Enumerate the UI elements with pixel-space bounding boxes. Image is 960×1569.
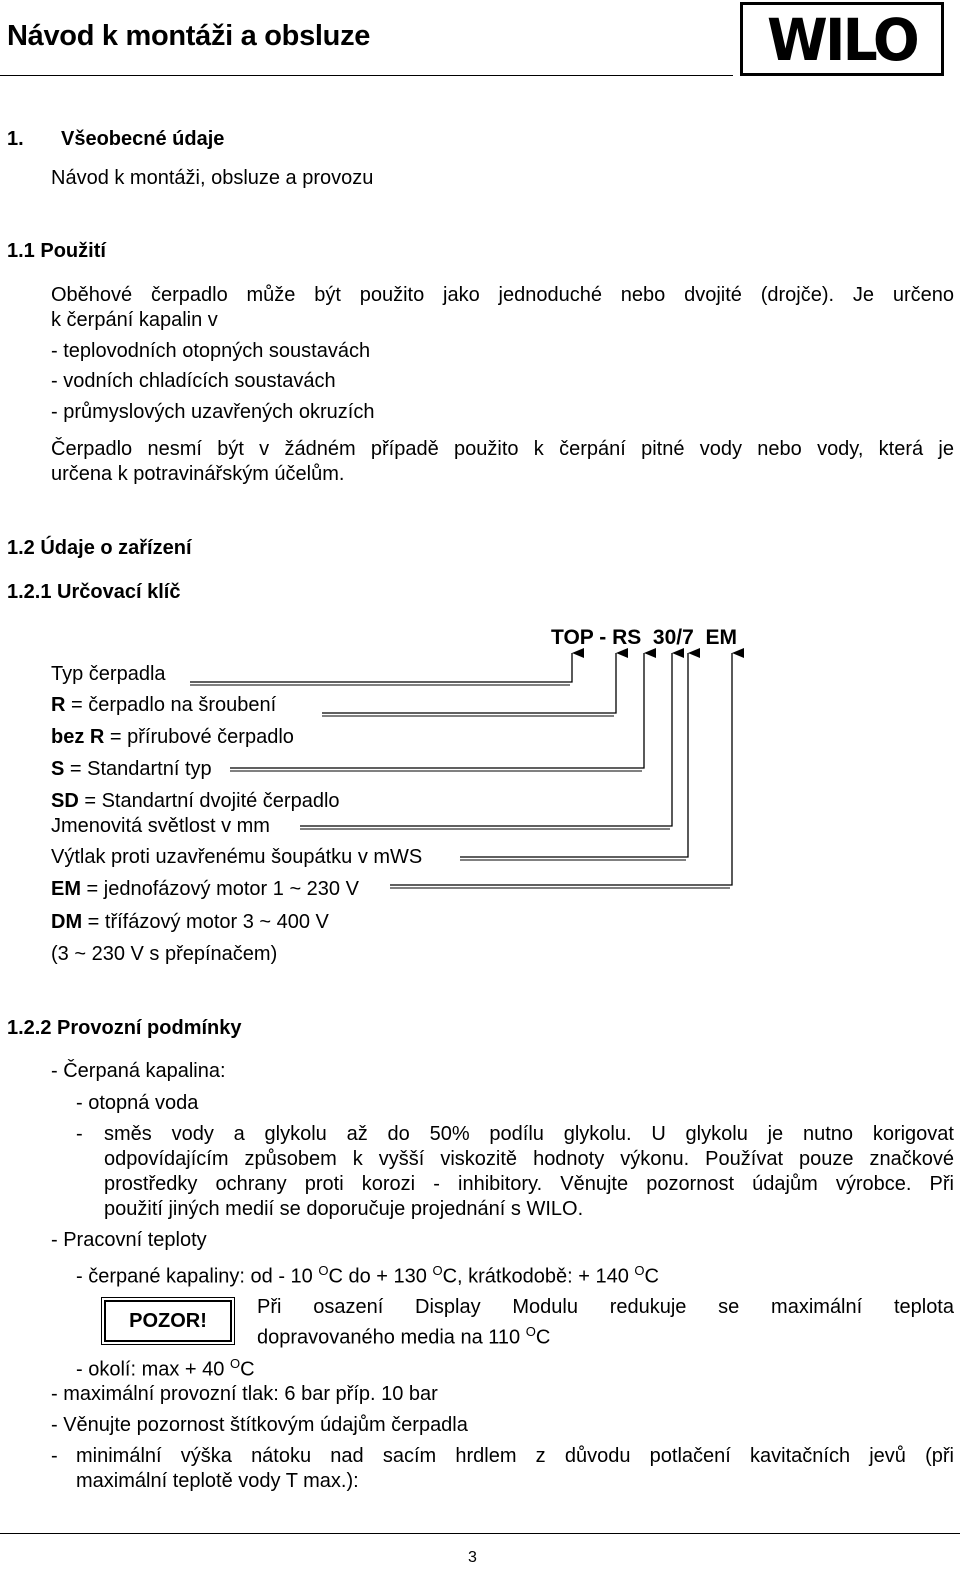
section-1-1-heading: 1.1 Použití: [7, 240, 106, 262]
usage-intro-line-1: Oběhové čerpadlo může být použito jako jednoduché nebo dvojité (drojče). Je určeno: [51, 284, 954, 306]
key-dm-code: DM: [51, 911, 83, 933]
degree-unit: C: [644, 1265, 659, 1288]
suction-line-1: minimální výška nátoku nad sacím hrdlem z důvodu potlačení kavitačních jevů (při: [76, 1445, 954, 1467]
type-code: TOP - RS 30/7 EM: [551, 626, 737, 649]
liquid-temperature: [76, 1259, 659, 1289]
section-1-2-1-heading: 1.2.1 Určovací klíč: [7, 581, 181, 603]
degree-unit: C: [240, 1358, 255, 1381]
liquid-item-water: - otopná voda: [76, 1092, 199, 1114]
section-1-number: 1.: [7, 128, 24, 150]
key-switch: (3 ~ 230 V s přepínačem): [51, 943, 278, 965]
degree-sup: O: [634, 1263, 645, 1278]
connector-s: [230, 653, 644, 768]
key-bez-r-text: = přírubové čerpadlo: [104, 726, 294, 748]
glycol-line-4: použití jiných medií se doporučuje projednání s WILO.: [104, 1198, 584, 1220]
nameplate-note: - Věnujte pozornost štítkovým údajům čerpadla: [51, 1414, 468, 1436]
suction-line-2: maximální teplotě vody T max.):: [76, 1470, 359, 1492]
key-dm: [51, 910, 329, 934]
section-1-2-2-heading: 1.2.2 Provozní podmínky: [7, 1017, 242, 1039]
liquid-temp-short: C, krátkodobě: + 140: [442, 1265, 635, 1288]
degree-sup: O: [318, 1263, 329, 1278]
suction-dash: -: [51, 1445, 58, 1467]
connector-motor: [390, 653, 732, 885]
key-pump-type: Typ čerpadla: [51, 663, 166, 685]
key-em-code: EM: [51, 878, 81, 900]
key-em-text: = jednofázový motor 1 ~ 230 V: [81, 878, 359, 900]
warning-badge: POZOR!: [104, 1300, 232, 1342]
liquid-temp-to: C do + 130: [328, 1265, 433, 1288]
usage-warning-line-1: Čerpadlo nesmí být v žádném případě použito k čerpání pitné vody nebo vody, která je: [51, 438, 954, 460]
key-sd-code: SD: [51, 790, 79, 812]
degree-sup: O: [525, 1324, 536, 1339]
degree-unit: C: [535, 1326, 551, 1349]
usage-intro-line-2: k čerpání kapalin v: [51, 309, 218, 331]
key-r-code: R: [51, 694, 66, 716]
temperature-label: - Pracovní teploty: [51, 1229, 207, 1251]
usage-list-item: - teplovodních otopných soustavách: [51, 340, 371, 362]
page-number: 3: [468, 1549, 477, 1566]
ambient-temperature: [76, 1352, 255, 1382]
key-r: [51, 693, 276, 717]
key-nominal-diameter: Jmenovitá světlost v mm: [51, 815, 270, 837]
usage-list-item: - vodních chladících soustavách: [51, 370, 336, 392]
document-title: Návod k montáži a obsluze: [7, 20, 371, 52]
ambient-max: - okolí: max + 40: [76, 1358, 230, 1381]
key-bez-r-code: bez R: [51, 726, 105, 748]
footer-divider: [0, 1533, 960, 1534]
liquid-item-glycol-dash: -: [76, 1123, 83, 1145]
wilo-logo: [740, 2, 944, 76]
key-s: [51, 757, 212, 781]
key-sd-text: = Standartní dvojité čerpadlo: [78, 790, 340, 812]
key-sd: [51, 789, 340, 813]
key-head: Výtlak proti uzavřenému šoupátku v mWS: [51, 846, 423, 868]
key-s-text: = Standartní typ: [64, 758, 212, 780]
section-1-2-heading: 1.2 Údaje o zařízení: [7, 537, 192, 559]
connector-typ: [190, 653, 572, 682]
key-s-code: S: [51, 758, 65, 780]
degree-sup: O: [432, 1263, 443, 1278]
degree-sup: O: [229, 1356, 241, 1371]
liquid-label: - Čerpaná kapalina:: [51, 1060, 226, 1082]
max-pressure: - maximální provozní tlak: 6 bar příp. 10 bar: [51, 1383, 438, 1405]
section-1-subtitle: Návod k montáži, obsluze a provozu: [51, 167, 374, 189]
key-r-text: = čerpadlo na šroubení: [65, 694, 277, 716]
key-dm-text: = třífázový motor 3 ~ 400 V: [82, 911, 329, 933]
warning-text-line-2: [257, 1320, 550, 1350]
glycol-line-2: odpovídajícím způsobem k vyšší viskozitě hodnoty výkonu. Používat pouze značkové: [104, 1148, 954, 1170]
usage-list-item: - průmyslových uzavřených okruzích: [51, 401, 375, 423]
liquid-temp-from: - čerpané kapaliny: od - 10: [76, 1265, 319, 1288]
key-em: [51, 877, 359, 901]
header-divider: [0, 75, 733, 76]
section-1-heading: Všeobecné údaje: [61, 128, 225, 150]
glycol-line-3: prostředky ochrany proti korozi - inhibitory. Věnujte pozornost údajům výrobce. Při: [104, 1173, 954, 1195]
warning-max-temp: dopravovaného media na 110: [257, 1326, 526, 1349]
usage-warning-line-2: určena k potravinářským účelům.: [51, 463, 345, 485]
logo-text: WILO: [767, 6, 917, 74]
key-bez-r: [51, 725, 294, 749]
glycol-line-1: směs vody a glykolu až do 50% podílu glykolu. U glykolu je nutno korigovat: [104, 1123, 954, 1145]
warning-text-line-1: Při osazení Display Modulu redukuje se maximální teplota: [257, 1296, 954, 1318]
